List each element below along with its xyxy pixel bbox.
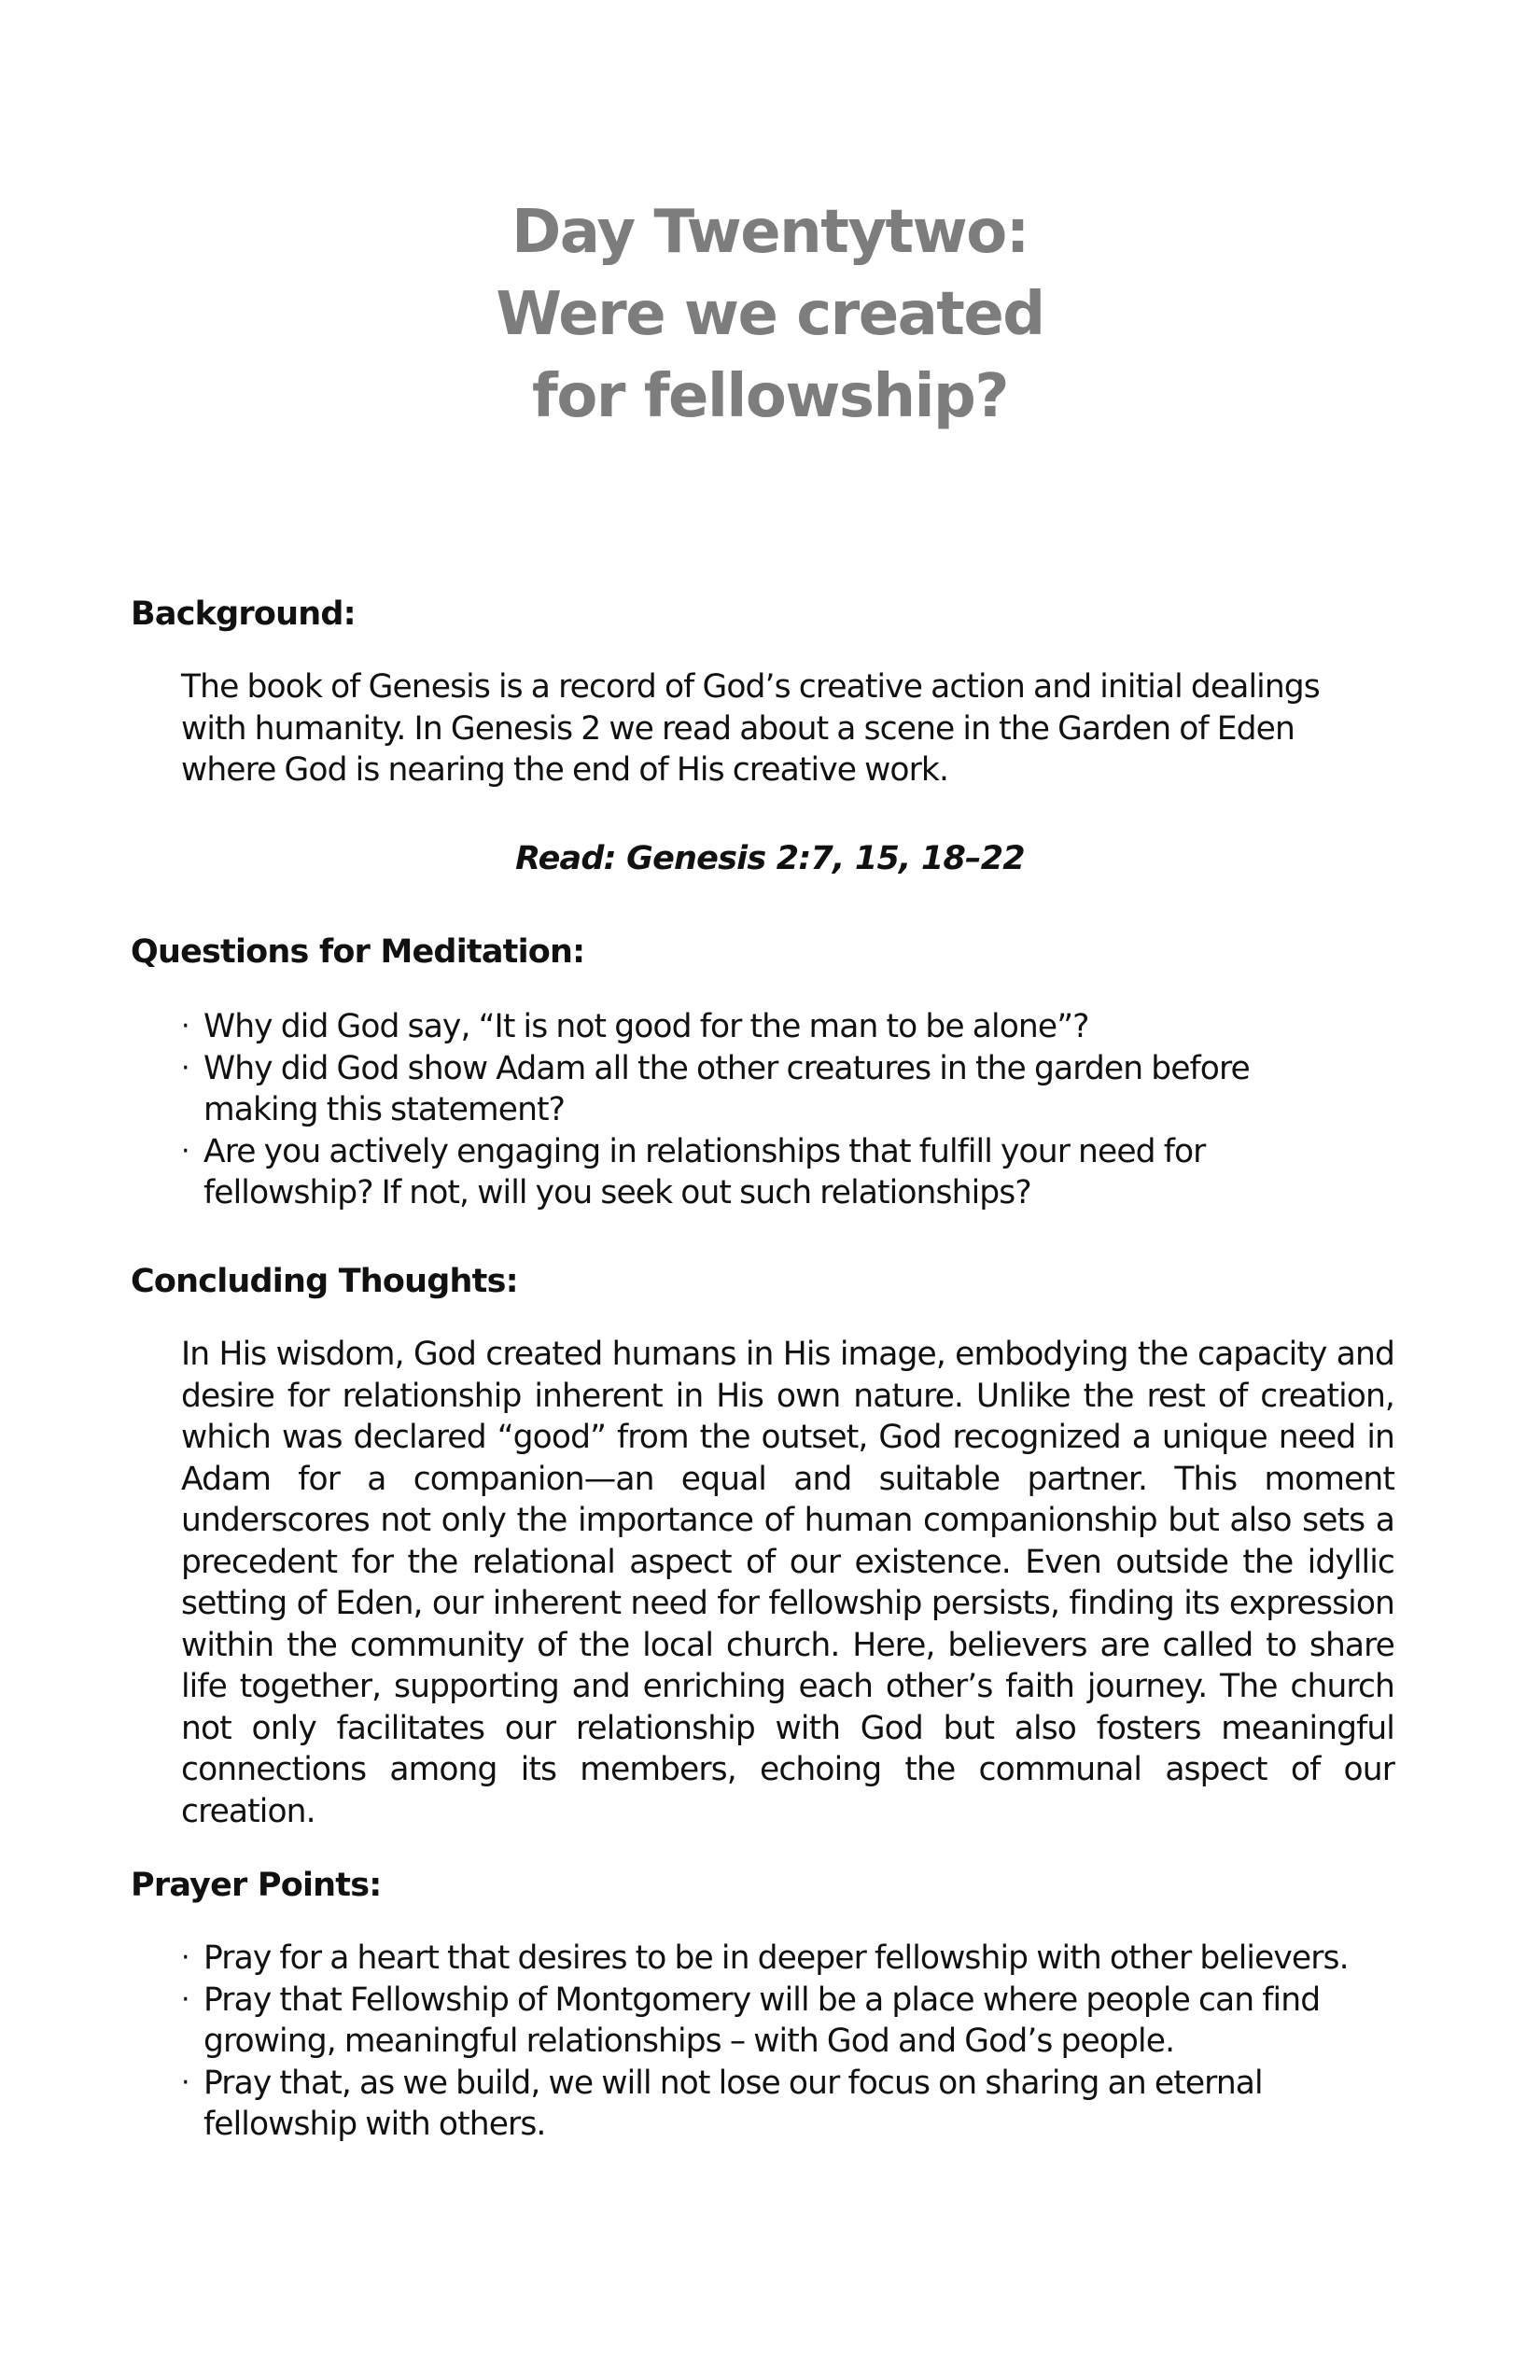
prayer-item: · Pray that Fellowship of Montgomery will be a place where people can find growing, meaningful relationships – with God and God’s people. [181,1981,1321,2060]
background-text: The book of Genesis is a record of God’s creative action and initial dealings with humanity. In Genesis 2 we read about a scene in the Garden of Eden where God is nearing the end of His creative work. [181,668,1320,789]
prayer-item: · Pray that, as we build, we will not lose our focus on sharing an eternal fellowship with others. [181,2064,1263,2143]
question-item: · Are you actively engaging in relationships that fulfill your need for fellowship? If not, will you seek out such relationships? [181,1132,1206,1211]
bullet-dot-icon: · [181,2065,189,2099]
title-line-1: Day Twentytwo: [511,198,1029,267]
page-title [0,191,1540,438]
title-line-2: Were we created [496,280,1044,349]
bullet-dot-icon: · [181,1982,189,2016]
question-item: · Why did God show Adam all the other creatures in the garden before making this statement? [181,1049,1250,1128]
questions-list [181,1006,1348,1214]
bullet-dot-icon: · [181,1051,189,1085]
title-line-3: for fellowship? [532,362,1008,431]
concluding-text: In His wisdom, God created humans in His image, embodying the capacity and desire for relationship inherent in His own nature. Unlike the rest of creation, which was declared “good” from the outset, God recognized a unique need in Adam for a companion—an equal and suitable partner. This moment underscores not only the importance of human companionship but also sets a precedent for the relational aspect of our existence. Even outside the idyllic setting of Eden, our inherent need for fellowship persists, finding its expression within the community of the local church. Here, believers are called to share life together, supporting and enriching each other’s faith journey. The church not only facilitates our relationship with God but also fosters meaningful connections among its members, echoing the communal aspect of our creation. [181,1336,1394,1830]
prayer-list [181,1938,1404,2146]
questions-heading: Questions for Meditation: [131,933,585,971]
prayer-heading: Prayer Points: [131,1867,382,1904]
reading-reference: Read: Genesis 2:7, 15, 18–22 [515,840,1025,877]
bullet-dot-icon: · [181,1941,189,1974]
bullet-dot-icon: · [181,1010,189,1043]
prayer-item: · Pray for a heart that desires to be in deeper fellowship with other believers. [181,1938,1404,1980]
bullet-dot-icon: · [181,1134,189,1168]
question-item: · Why did God say, “It is not good for the man to be alone”? [181,1006,1348,1048]
concluding-heading: Concluding Thoughts: [131,1263,518,1300]
background-heading: Background: [131,595,356,633]
